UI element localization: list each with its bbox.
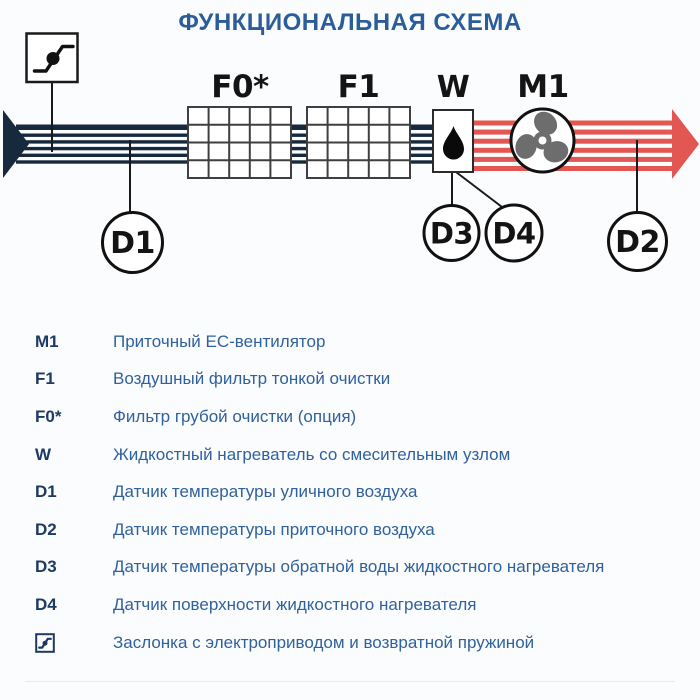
legend-key: M1 [35,331,59,351]
legend-row-d2 [35,511,675,549]
legend-description: Датчик температуры приточного воздуха [113,519,435,539]
page-title: ФУНКЦИОНАЛЬНАЯ СХЕМА [178,9,522,36]
legend-key: F1 [35,369,55,389]
legend-key [35,633,113,653]
legend-key: D1 [35,482,57,502]
legend-row-damper [35,624,675,662]
sensor-d4-label: D4 [492,216,536,251]
legend-row-d3 [35,549,675,587]
sensor-d4-connector-line [456,172,502,207]
supply-air-arrow [672,109,699,179]
water-heater-box [433,110,473,172]
legend-description: Датчик температуры обратной воды жидкостного нагревателя [113,557,605,577]
filter-f1-grid [307,107,410,178]
legend-key: W [35,444,52,464]
legend-description: Фильтр грубой очистки (опция) [113,406,357,426]
damper-icon [35,633,55,653]
legend-row-f0 [35,398,675,436]
legend-key: D4 [35,594,57,614]
filter-f0-grid [188,107,291,178]
legend-description: Приточный EC-вентилятор [113,331,326,351]
bottom-divider [25,681,675,682]
legend [35,323,675,661]
fan-icon [506,105,579,174]
legend-key: D3 [35,557,57,577]
legend-key: F0* [35,406,62,426]
sensor-d2-label: D2 [615,225,660,260]
legend-row-d1 [35,473,675,511]
legend-description: Жидкостный нагреватель со смесительным узлом [113,444,511,464]
legend-description: Воздушный фильтр тонкой очистки [113,369,391,389]
sensor-d3-label: D3 [429,216,474,251]
filter-f1-label: F1 [337,69,380,105]
functional-scheme-diagram [0,0,700,310]
legend-row-d4 [35,586,675,624]
sensor-d1-label: D1 [110,226,155,261]
legend-description: Датчик температуры уличного воздуха [113,482,418,502]
outdoor-air-arrow [3,110,29,178]
legend-row-m1 [35,323,675,361]
legend-row-f1 [35,361,675,399]
heater-label: W [436,70,470,105]
legend-description: Заслонка с электроприводом и возвратной пружиной [113,632,535,652]
filter-f0-label: F0* [211,69,269,105]
fan-label: M1 [517,69,569,105]
legend-row-w [35,436,675,474]
legend-key: D2 [35,519,57,539]
damper-box [27,34,78,83]
legend-description: Датчик поверхности жидкостного нагревателя [113,594,477,614]
